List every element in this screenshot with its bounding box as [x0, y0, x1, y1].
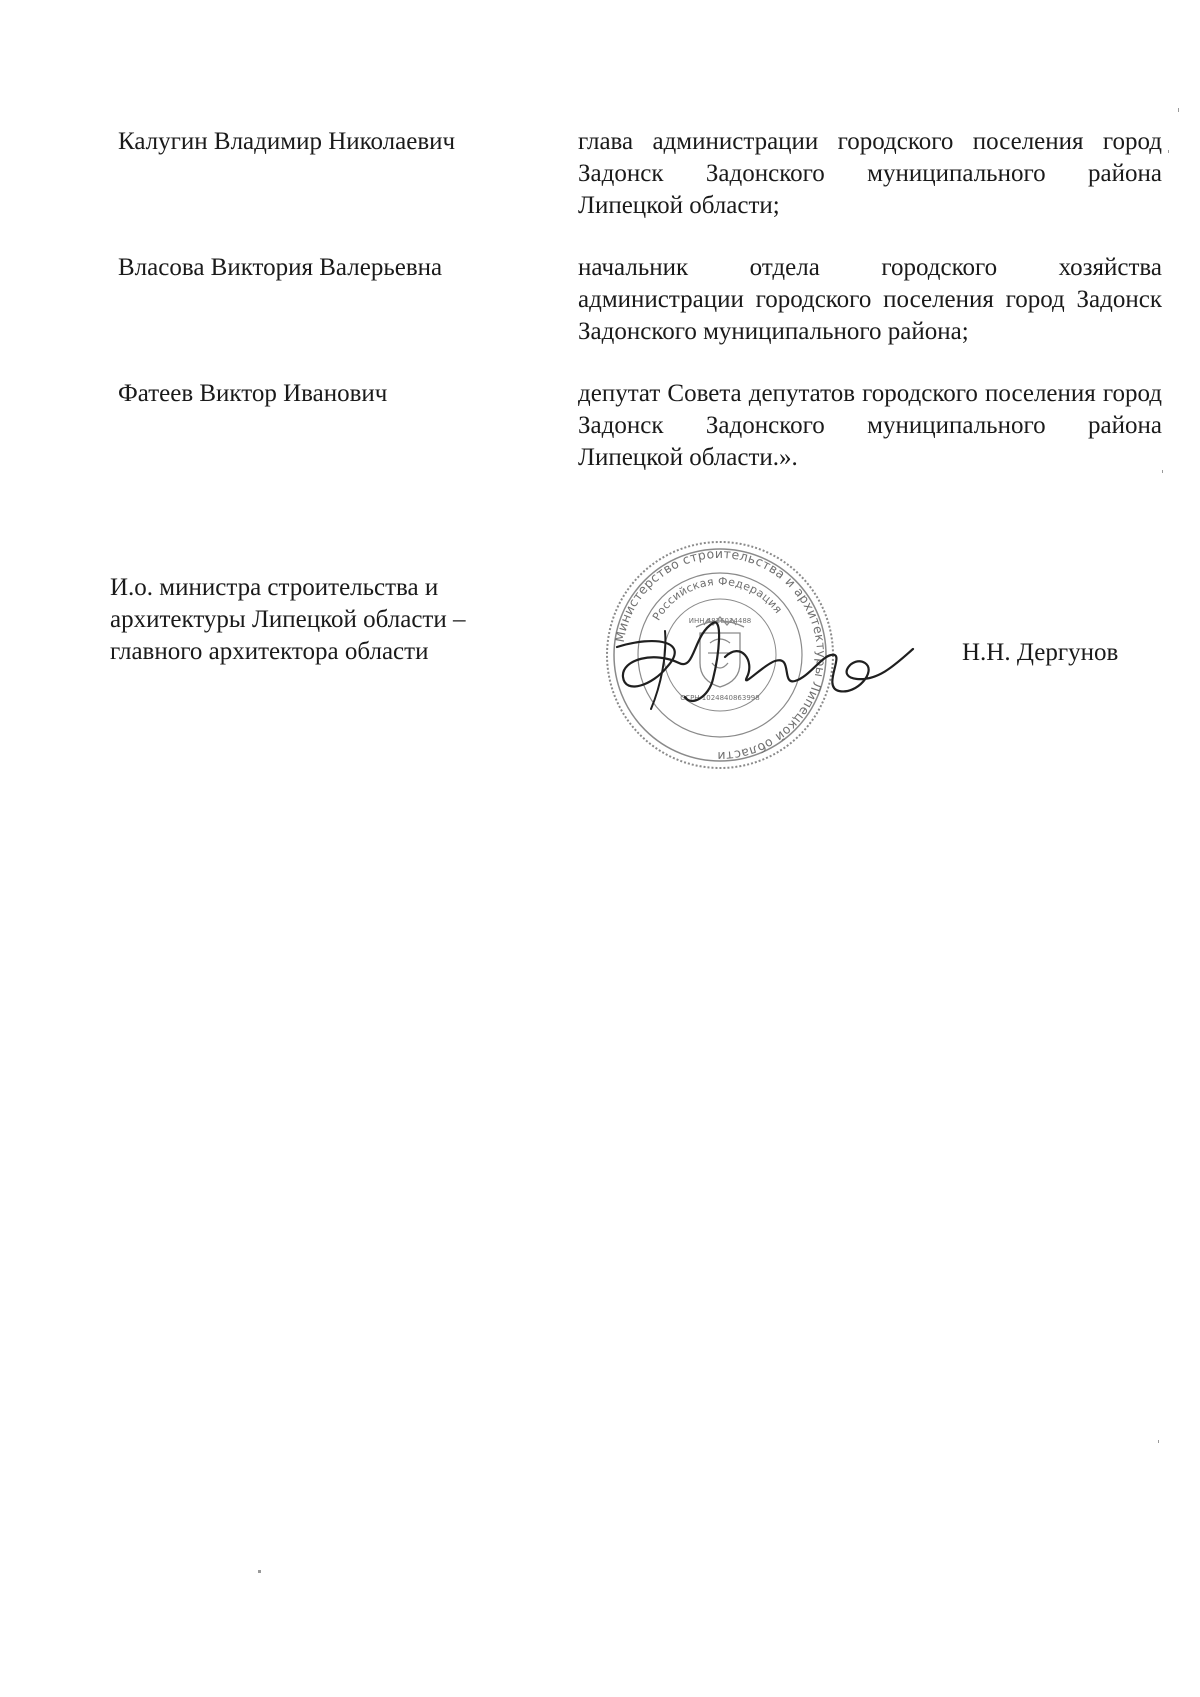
- handwritten-signature: [595, 605, 925, 715]
- member-name: Фатеев Виктор Иванович: [118, 380, 388, 407]
- svg-text:ИНН 4826014488: ИНН 4826014488: [688, 617, 752, 625]
- scan-speck: [1178, 108, 1179, 112]
- member-role: депутат Совета депутатов городского поселения город Задонск Задонского муниципального района Липецкой области.».: [578, 380, 1162, 471]
- member-name: Калугин Владимир Николаевич: [118, 128, 456, 155]
- scan-speck: [1162, 470, 1163, 473]
- scan-speck: [1158, 1440, 1159, 1443]
- scan-speck: [1168, 150, 1169, 153]
- signatory-title: И.о. министра строительства и архитектуры Липецкой области – главного архитектора области: [110, 574, 466, 665]
- svg-text:Российская Федерация: Российская Федерация: [650, 574, 785, 623]
- member-role: начальник отдела городского хозяйства администрации городского поселения город Задонск Задонского муниципального района;: [578, 254, 1162, 345]
- scan-speck: [258, 1570, 261, 1573]
- member-name: Власова Виктория Валерьевна: [118, 254, 443, 281]
- signatory-name: Н.Н. Дергунов: [962, 639, 1119, 666]
- svg-text:ОГРН 1024840863998: ОГРН 1024840863998: [680, 694, 760, 702]
- svg-text:Министерство строительства и а: Министерство строительства и архитектуры Липецкой области: [611, 545, 830, 765]
- member-role: глава администрации городского поселения город Задонск Задонского муниципального района Липецкой области;: [578, 128, 1162, 219]
